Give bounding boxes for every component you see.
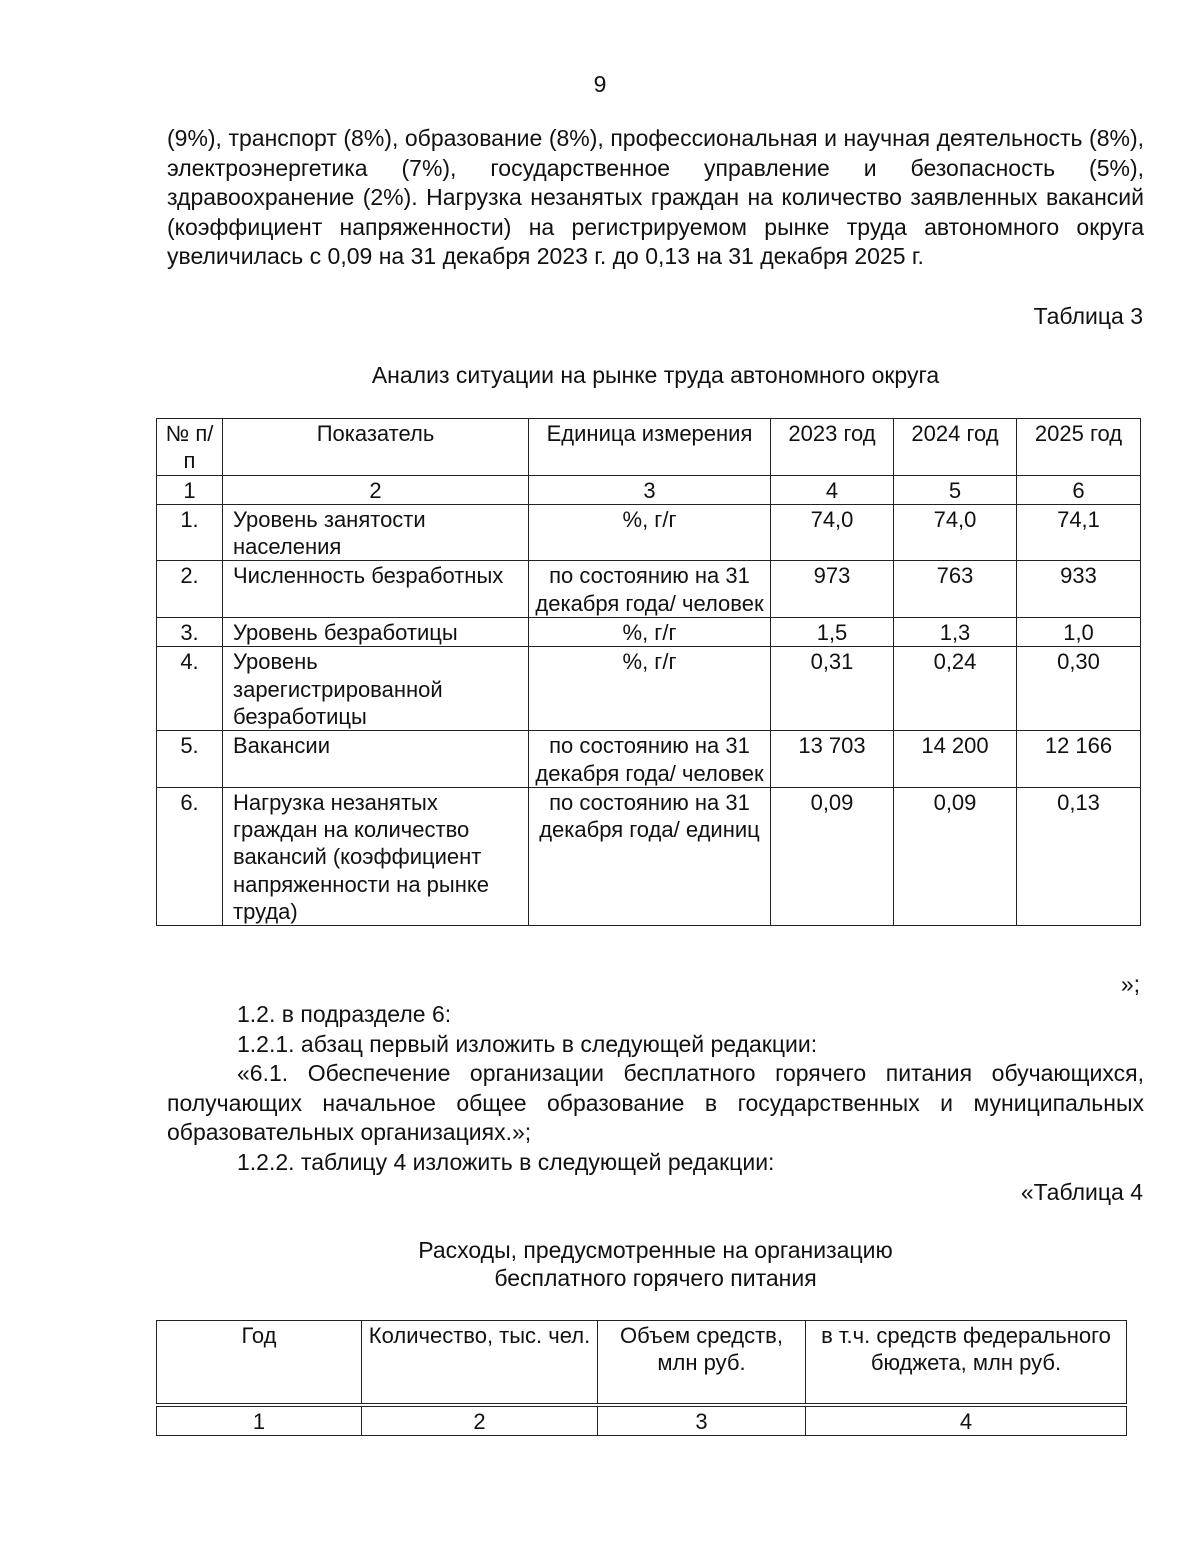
value-2024: 1,3	[894, 618, 1017, 647]
numbering-cell: 3	[598, 1405, 806, 1436]
header-cell: Объем средств, млн руб.	[598, 1321, 806, 1405]
header-cell: в т.ч. средств федерального бюджета, млн руб.	[806, 1321, 1127, 1405]
unit-cell: по состоянию на 31 декабря года/ человек	[529, 731, 771, 788]
indicator-cell: Уровень безработицы	[223, 618, 529, 647]
value-2025: 1,0	[1017, 618, 1141, 647]
numbering-cell: 5	[894, 475, 1017, 504]
unit-cell: по состоянию на 31 декабря года/ человек	[529, 561, 771, 618]
header-cell: 2025 год	[1017, 419, 1141, 476]
header-cell: Количество, тыс. чел.	[362, 1321, 598, 1405]
row-number: 2.	[157, 561, 223, 618]
indicator-cell: Уровень зарегистрированной безработицы	[223, 647, 529, 731]
row-number: 4.	[157, 647, 223, 731]
page-number: 9	[593, 71, 607, 97]
indicator-cell: Численность безработных	[223, 561, 529, 618]
closing-quote-mark: »;	[1120, 971, 1140, 997]
intro-paragraph: (9%), транспорт (8%), образование (8%), профессиональная и научная деятельность (8%), электроэнергетика (7%), государственное управление и безопасность (5%), здравоохранение (2%). Нагрузка незанятых граждан на количество заявленных вакансий (коэффициент напряженности) на регистрируемом рынке труда автономного округа увеличилась с 0,09 на 31 декабря 2023 г. до 0,13 на 31 декабря 2025 г.	[167, 125, 1144, 269]
paragraph: «6.1. Обеспечение организации бесплатного горячего питания обучающихся, получающих начальное общее образование в государственных и муниципальных образовательных организациях.»;	[167, 1060, 1144, 1145]
row-number: 3.	[157, 618, 223, 647]
table-row	[157, 731, 1141, 788]
table-row	[157, 787, 1141, 925]
table3-label: Таблица 3	[1033, 303, 1143, 329]
indicator-cell: Уровень занятости населения	[223, 504, 529, 561]
hot-meals-expenses-table	[156, 1320, 1127, 1436]
numbering-cell: 2	[362, 1405, 598, 1436]
value-2025: 0,13	[1017, 787, 1141, 925]
table-row	[157, 561, 1141, 618]
value-2024: 74,0	[894, 504, 1017, 561]
header-cell: 2024 год	[894, 419, 1017, 476]
header-cell: № п/п	[157, 419, 223, 476]
indicator-cell: Вакансии	[223, 731, 529, 788]
value-2025: 74,1	[1017, 504, 1141, 561]
row-number: 1.	[157, 504, 223, 561]
amendment-text	[167, 1000, 1144, 1177]
unit-cell: %, г/г	[529, 504, 771, 561]
table4-title-line2: бесплатного горячего питания	[494, 1265, 817, 1291]
value-2025: 12 166	[1017, 731, 1141, 788]
unit-cell: %, г/г	[529, 647, 771, 731]
table-numbering-row	[157, 1405, 1127, 1436]
value-2023: 973	[771, 561, 894, 618]
value-2025: 933	[1017, 561, 1141, 618]
value-2023: 13 703	[771, 731, 894, 788]
value-2023: 74,0	[771, 504, 894, 561]
value-2023: 0,09	[771, 787, 894, 925]
paragraph: 1.2. в подразделе 6:	[237, 1001, 452, 1027]
numbering-cell: 2	[223, 475, 529, 504]
value-2024: 0,24	[894, 647, 1017, 731]
header-cell: Показатель	[223, 419, 529, 476]
table4-title-line1: Расходы, предусмотренные на организацию	[418, 1237, 893, 1263]
numbering-cell: 1	[157, 1405, 362, 1436]
table-numbering-row	[157, 475, 1141, 504]
header-cell: 2023 год	[771, 419, 894, 476]
numbering-cell: 4	[771, 475, 894, 504]
value-2023: 0,31	[771, 647, 894, 731]
numbering-cell: 4	[806, 1405, 1127, 1436]
table-row	[157, 647, 1141, 731]
value-2024: 763	[894, 561, 1017, 618]
value-2025: 0,30	[1017, 647, 1141, 731]
numbering-cell: 6	[1017, 475, 1141, 504]
labor-market-table	[156, 418, 1141, 926]
header-cell: Единица измерения	[529, 419, 771, 476]
value-2023: 1,5	[771, 618, 894, 647]
header-cell: Год	[157, 1321, 362, 1405]
numbering-cell: 1	[157, 475, 223, 504]
table-row	[157, 618, 1141, 647]
unit-cell: %, г/г	[529, 618, 771, 647]
paragraph: 1.2.2. таблицу 4 изложить в следующей редакции:	[237, 1148, 775, 1175]
table-header-row	[157, 419, 1141, 476]
value-2024: 0,09	[894, 787, 1017, 925]
value-2024: 14 200	[894, 731, 1017, 788]
table-row	[157, 504, 1141, 561]
table3-title: Анализ ситуации на рынке труда автономного округа	[371, 362, 940, 388]
row-number: 5.	[157, 731, 223, 788]
numbering-cell: 3	[529, 475, 771, 504]
paragraph: 1.2.1. абзац первый изложить в следующей редакции:	[237, 1030, 818, 1057]
indicator-cell: Нагрузка незанятых граждан на количество вакансий (коэффициент напряженности на рынке труда)	[223, 787, 529, 925]
table-header-row	[157, 1321, 1127, 1405]
row-number: 6.	[157, 787, 223, 925]
table4-label: «Таблица 4	[1020, 1179, 1143, 1205]
unit-cell: по состоянию на 31 декабря года/ единиц	[529, 787, 771, 925]
